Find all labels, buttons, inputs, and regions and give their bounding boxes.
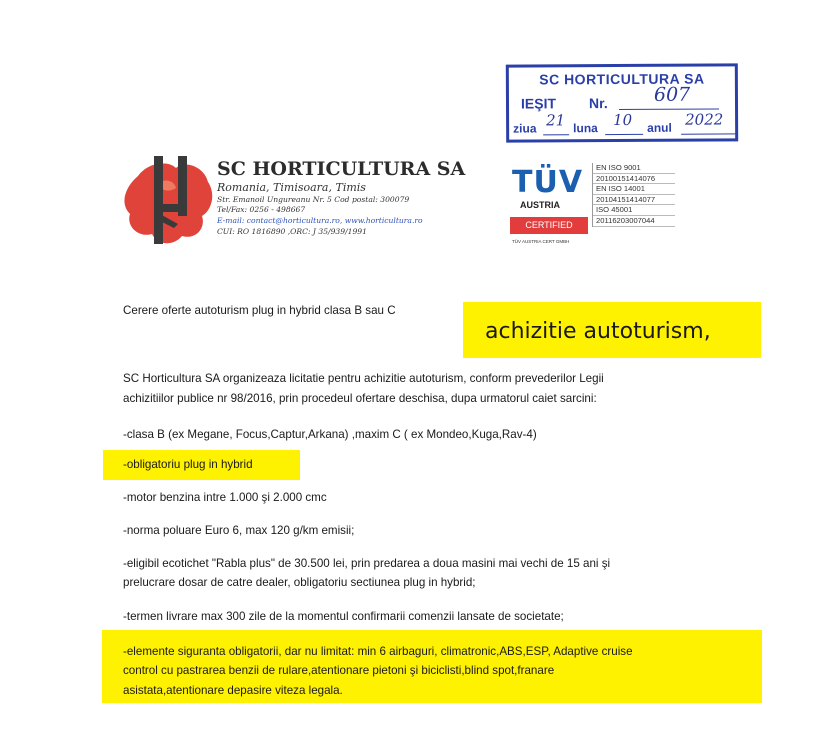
document-subject: Cerere oferte autoturism plug in hybrid clasa B sau C <box>123 304 396 317</box>
company-cui: CUI: RO 1816890 ,ORC: J 35/939/1991 <box>217 227 367 236</box>
tuv-standard-line: 20116203007044 <box>593 216 675 227</box>
horticultura-logo-icon <box>118 154 216 248</box>
document-headline: achizitie autoturism, <box>485 319 711 344</box>
requirement-hybrid: -obligatoriu plug in hybrid <box>123 458 253 471</box>
registration-stamp <box>506 63 738 142</box>
stamp-luna-line <box>605 134 643 135</box>
stamp-ziua-line <box>543 134 569 135</box>
requirement-class: -clasa B (ex Megane, Focus,Captur,Arkana) ,maxim C ( ex Mondeo,Kuga,Rav-4) <box>123 428 537 441</box>
tuv-standards <box>592 163 675 227</box>
stamp-luna-value: 10 <box>613 110 633 130</box>
requirement-emissions: -norma poluare Euro 6, max 120 g/km emisii; <box>123 524 355 537</box>
stamp-anul-label: anul <box>647 120 672 135</box>
company-location: Romania, Timisoara, Timis <box>217 181 366 194</box>
requirement-delivery: -termen livrare max 300 zile de la momentul confirmarii comenzii lansate de societate; <box>123 610 564 623</box>
tuv-badge <box>506 157 590 250</box>
requirement-engine: -motor benzina intre 1.000 şi 2.000 cmc <box>123 491 327 504</box>
tuv-standard-line: EN ISO 14001 <box>593 184 675 195</box>
requirement-safety-line-2: control cu pastrarea benzii de rulare,atentionare pietoni şi biciclisti,blind spot,franare <box>123 664 555 677</box>
company-tel: Tel/Fax: 0256 - 498667 <box>217 205 306 214</box>
requirement-rabla-line-2: prelucrare dosar de catre dealer, obligatoriu sectiunea plug in hybrid; <box>123 576 476 589</box>
stamp-ziua-value: 21 <box>546 111 566 130</box>
tuv-issuer: TÜV AUSTRIA CERT GMBH <box>512 239 570 244</box>
stamp-luna-label: luna <box>573 121 598 136</box>
stamp-nr-value: 607 <box>653 83 691 106</box>
requirement-safety-line-3: asistata,atentionare depasire viteza legala. <box>123 684 343 697</box>
stamp-title: SC HORTICULTURA SA <box>539 70 705 88</box>
stamp-anul-value: 2022 <box>685 110 724 129</box>
tuv-certified-badge: CERTIFIED <box>510 217 588 234</box>
stamp-anul-line <box>681 133 737 134</box>
stamp-nr-label: Nr. <box>588 95 608 112</box>
tuv-mark: TÜV <box>512 165 584 200</box>
tuv-country: AUSTRIA <box>520 200 560 210</box>
intro-line-2: achizitiilor publice nr 98/2016, prin procedeul ofertare deschisa, dupa urmatorul caiet sarcini: <box>123 392 597 405</box>
stamp-iesit-label: IEŞIT <box>520 95 557 112</box>
company-email: E-mail: contact@horticultura.ro, www.horticultura.ro <box>217 216 423 225</box>
tuv-standard-line: 20100151414076 <box>593 174 675 185</box>
requirement-rabla-line-1: -eligibil ecotichet "Rabla plus" de 30.500 lei, prin predarea a doua masini mai vechi de 15 ani şi <box>123 557 611 570</box>
stamp-ziua-label: ziua <box>513 121 537 136</box>
company-name: SC HORTICULTURA SA <box>217 158 466 180</box>
tuv-standard-line: 20104151414077 <box>593 195 675 206</box>
requirement-safety-line-1: -elemente siguranta obligatorii, dar nu limitat: min 6 airbaguri, climatronic,ABS,ESP, Adaptive cruise <box>123 645 633 658</box>
tuv-standard-line: EN ISO 9001 <box>593 163 675 174</box>
company-address: Str. Emanoil Ungureanu Nr. 5 Cod postal: 300079 <box>217 195 410 204</box>
tuv-certification <box>506 157 676 250</box>
tuv-standard-line: ISO 45001 <box>593 205 675 216</box>
intro-line-1: SC Horticultura SA organizeaza licitatie pentru achizitie autoturism, conform prevederilor Legii <box>123 372 604 385</box>
